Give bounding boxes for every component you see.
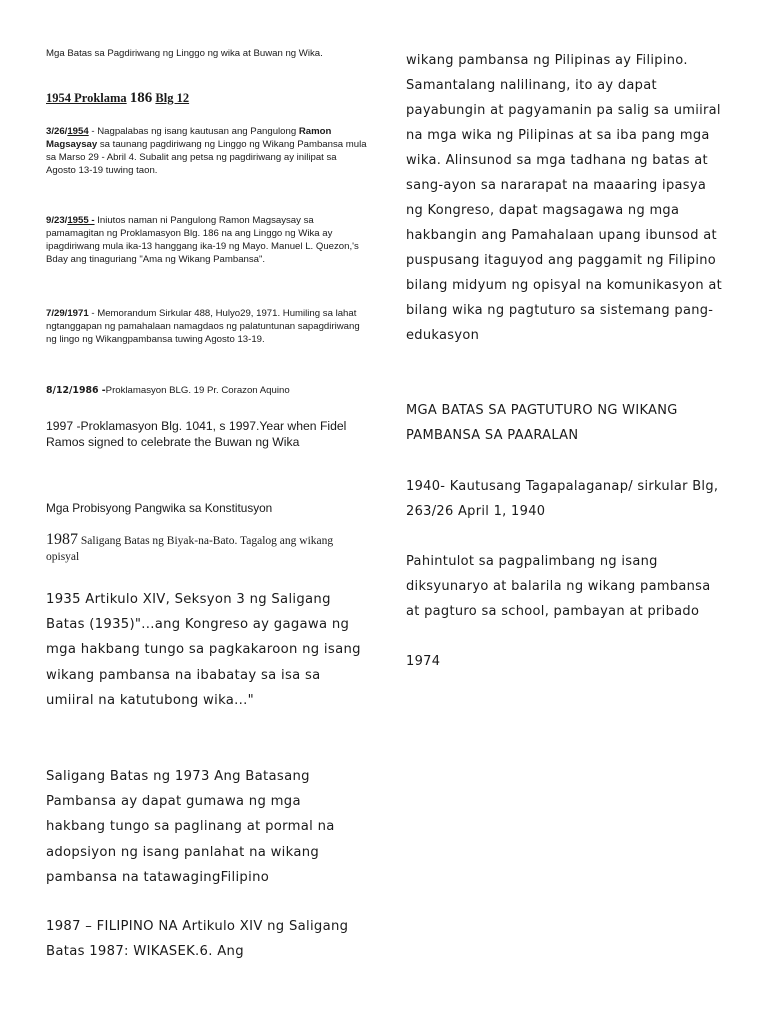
entry-1940: 1940- Kautusang Tagapalaganap/ sirkular Blg, 263/26 April 1, 1940: [406, 479, 719, 519]
entry-1971-date: 7/29/1971: [46, 308, 89, 319]
entry-1973: Saligang Batas ng 1973 Ang Batasang Pambansa ay dapat gumawa ng mga hakbang tungo sa paglinang at pormal na adopsiyon ng isang panlahat na wikang pambansa na tatawagingFilipino: [46, 769, 335, 885]
entry-1954-post: sa taunang pagdiriwang ng Linggo ng Wikang Pambansa mula sa Marso 29 - Abril 4. Subalit ang petsa ng pagdiriwang ay inilipat sa Agosto 13-19 tuwing taon.: [46, 139, 367, 176]
pagtuturo-heading: MGA BATAS SA PAGTUTURO NG WIKANG PAMBANSA SA PAARALAN: [406, 403, 678, 443]
entry-1986: [46, 384, 368, 397]
entry-1986-date: 8/12/1986 -: [46, 385, 106, 396]
continuation-text: wikang pambansa ng Pilipinas ay Filipino. Samantalang nalilinang, ito ay dapat payabungin at pagyamanin pa salig sa umiiral na mga wika ng Pilipinas at sa iba pang mga wika. Alinsunod sa mga tadhana ng batas at sang-ayon sa nararapat na maaaring ipasya ng Kongreso, dapat magsagawa ng mga hakbangin ang Pamahalaan upang ibunsod at puspusang itaguyod ang paggamit ng Filipino bilang midyum ng opisyal na komunikasyon at bilang wika ng pagtuturo sa sistemang pang-edukasyon: [406, 53, 723, 343]
entry-1954-date: 3/26/: [46, 126, 68, 137]
intro-text: Mga Batas sa Pagdiriwang ng Linggo ng wika at Buwan ng Wika.: [46, 48, 323, 59]
proklama-heading: [46, 90, 189, 107]
entry-1935: 1935 Artikulo XIV, Seksyon 3 ng Saligang Batas (1935)"...ang Kongreso ay gagawa ng mga hakbang tungo sa pagkakaroon ng isang wikang pambansa na ibabatay sa isa sa umiiral na katutubong wika...": [46, 592, 361, 708]
entry-1955-date: 9/23/: [46, 215, 68, 226]
entry-1987-year: 1987: [46, 531, 78, 548]
pahintulot-text: Pahintulot sa pagpalimbang ng isang diksyunaryo at balarila ng wikang pambansa at pagturo sa school, pambayan at pribado: [406, 554, 711, 619]
proklama-number: 186: [129, 90, 153, 106]
entry-1954: [46, 125, 368, 177]
entry-1954-name: Ramon Magsaysay: [46, 126, 332, 150]
proklama-year: 1954 Proklama: [46, 91, 127, 105]
entry-1971-text: - Memorandum Sirkular 488, Hulyo29, 1971. Humiling sa lahat ngtanggapan ng pamahalaan namagdaos ng palatuntunan sapagdiriwang ng lingo ng Wikangpambansa tuwing Agosto 13-19.: [46, 308, 360, 345]
entry-1954-pre: - Nagpalabas ng isang kautusan ang Pangulong: [88, 126, 299, 137]
entry-1955-text: Iniutos naman ni Pangulong Ramon Magsaysay sa pamamagitan ng Proklamasyon Blg. 186 na ang Linggo ng Wika ay ipagdiriwang mula ika-13 hanggang ika-19 ng Mayo. Manuel L. Quezon,'s Bday ang tinaguriang "Ama ng Wikang Pambansa".: [46, 215, 359, 265]
entry-1987-filipino: 1987 – FILIPINO NA Artikulo XIV ng Saligang Batas 1987: WIKASEK.6. Ang: [46, 919, 349, 960]
entry-1986-text: Proklamasyon BLG. 19 Pr. Corazon Aquino: [105, 385, 290, 396]
entry-1987-text: Saligang Batas ng Biyak-na-Bato. Tagalog ang wikang opisyal: [46, 535, 334, 563]
proklama-blg: Blg 12: [155, 91, 190, 105]
entry-1997: 1997 -Proklamasyon Blg. 1041, s 1997.Year when Fidel Ramos signed to celebrate the Buwan ng Wika: [46, 419, 347, 449]
entry-1954-year: 1954: [67, 126, 89, 137]
entry-1955: [46, 214, 368, 266]
entry-1971: [46, 307, 368, 346]
entry-1955-year: 1955 -: [67, 215, 95, 226]
probisyon-heading: Mga Probisyong Pangwika sa Konstitusyon: [46, 501, 273, 515]
entry-1974: 1974: [406, 654, 441, 669]
entry-1987-biyak: [46, 532, 368, 565]
